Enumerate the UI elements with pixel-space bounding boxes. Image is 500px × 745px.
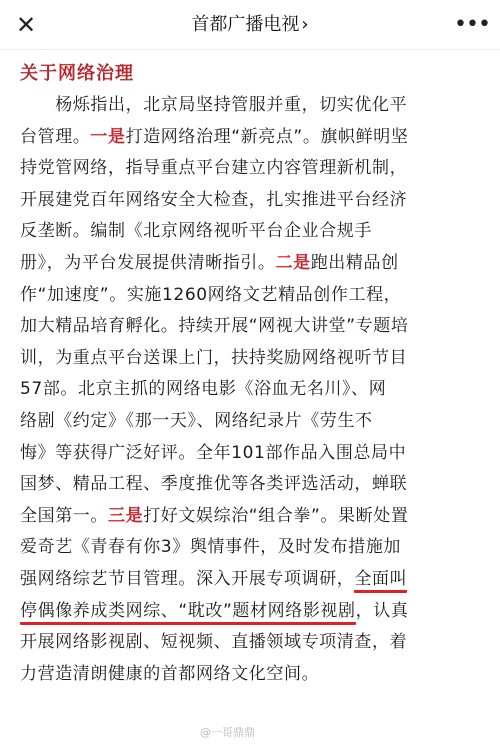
article-text: 全国第一。 — [20, 505, 108, 526]
article-text: 国梦、精品工程、季度推优等各类评选活动，蝉联 — [20, 474, 408, 495]
article-text: 开展网络影视剧、短视频、直播领域专项清查，着 — [20, 632, 408, 653]
highlight-text: 二是 — [275, 252, 311, 273]
more-icon[interactable]: ••• — [454, 12, 490, 37]
article-line — [20, 311, 482, 343]
section-heading: 关于网络治理 — [20, 63, 134, 84]
article-text: 悔》等获得广泛好评。全年101部作品入围总局中 — [20, 442, 407, 463]
article-text: 打造网络治理“新亮点”。旗帜鲜明坚 — [125, 126, 409, 147]
article-line — [20, 248, 482, 280]
account-title-link[interactable] — [150, 12, 350, 38]
article-text: 作“加速度”。实施1260网络文艺精品创作工程， — [20, 284, 402, 305]
article-line — [20, 659, 482, 691]
article-line — [20, 564, 482, 596]
article-line — [20, 185, 482, 217]
article-text: 开展建党百年网络安全大检查，扎实推进平台经济 — [20, 189, 408, 210]
article-text: 络剧《约定》《那一天》、网络纪录片《劳生不 — [20, 410, 373, 431]
close-icon[interactable]: ✕ — [15, 11, 37, 39]
article-line — [20, 406, 482, 438]
article-text: 爱奇艺《青春有你3》舆情事件，及时发布措施加 — [20, 537, 402, 558]
article-text: 册》，为平台发展提供清晰指引。 — [20, 252, 276, 273]
article-line — [20, 596, 482, 628]
article-text: 训，为重点平台送课上门，扶持奖励网络视听节目 — [20, 347, 408, 368]
article-line — [20, 216, 482, 248]
article-line — [20, 90, 482, 122]
article-text: 57部。北京主抓的网络电影《浴血无名川》、网 — [20, 379, 387, 400]
watermark: @一哥鼎鼎 — [200, 726, 255, 739]
underlined-text: 全面叫 — [354, 569, 407, 593]
article-line — [20, 469, 482, 501]
article-text: 反垄断。编制《北京网络视听平台企业合规手 — [20, 221, 372, 242]
article-line — [20, 343, 482, 375]
article-text: 杨烁指出，北京局坚持管服并重，切实优化平 — [20, 95, 408, 115]
article-text: ，认真 — [355, 600, 409, 621]
article-line — [20, 438, 482, 470]
article-line — [20, 627, 482, 659]
article-text: 加大精品培育孵化。持续开展“网视大讲堂”专题培 — [20, 316, 409, 337]
article-line — [20, 374, 482, 406]
chevron-right-icon: › — [301, 14, 309, 35]
top-bar — [0, 0, 500, 50]
article-text: 打好文娱综治“组合拳”。果断处置 — [143, 505, 409, 526]
article-text: 台管理。 — [20, 126, 91, 147]
article-text: 力营造清朗健康的首都网络文化空间。 — [20, 663, 320, 684]
article-body — [20, 90, 482, 690]
article-line — [20, 280, 482, 312]
article-text: 持党管网络，指导重点平台建立内容管理新机制， — [20, 158, 408, 179]
article-text: 强网络综艺节目管理。深入开展专项调研， — [20, 568, 355, 589]
highlight-text: 三是 — [108, 505, 144, 526]
article-line — [20, 153, 482, 185]
underlined-text: 停偶像养成类网综、“耽改”题材网络影视剧 — [20, 601, 356, 625]
article-text: 跑出精品创 — [310, 252, 399, 273]
account-title: 首都广播电视 — [191, 14, 300, 35]
article-line — [20, 532, 482, 564]
article-line — [20, 501, 482, 533]
article-line — [20, 122, 482, 154]
highlight-text: 一是 — [90, 126, 126, 147]
